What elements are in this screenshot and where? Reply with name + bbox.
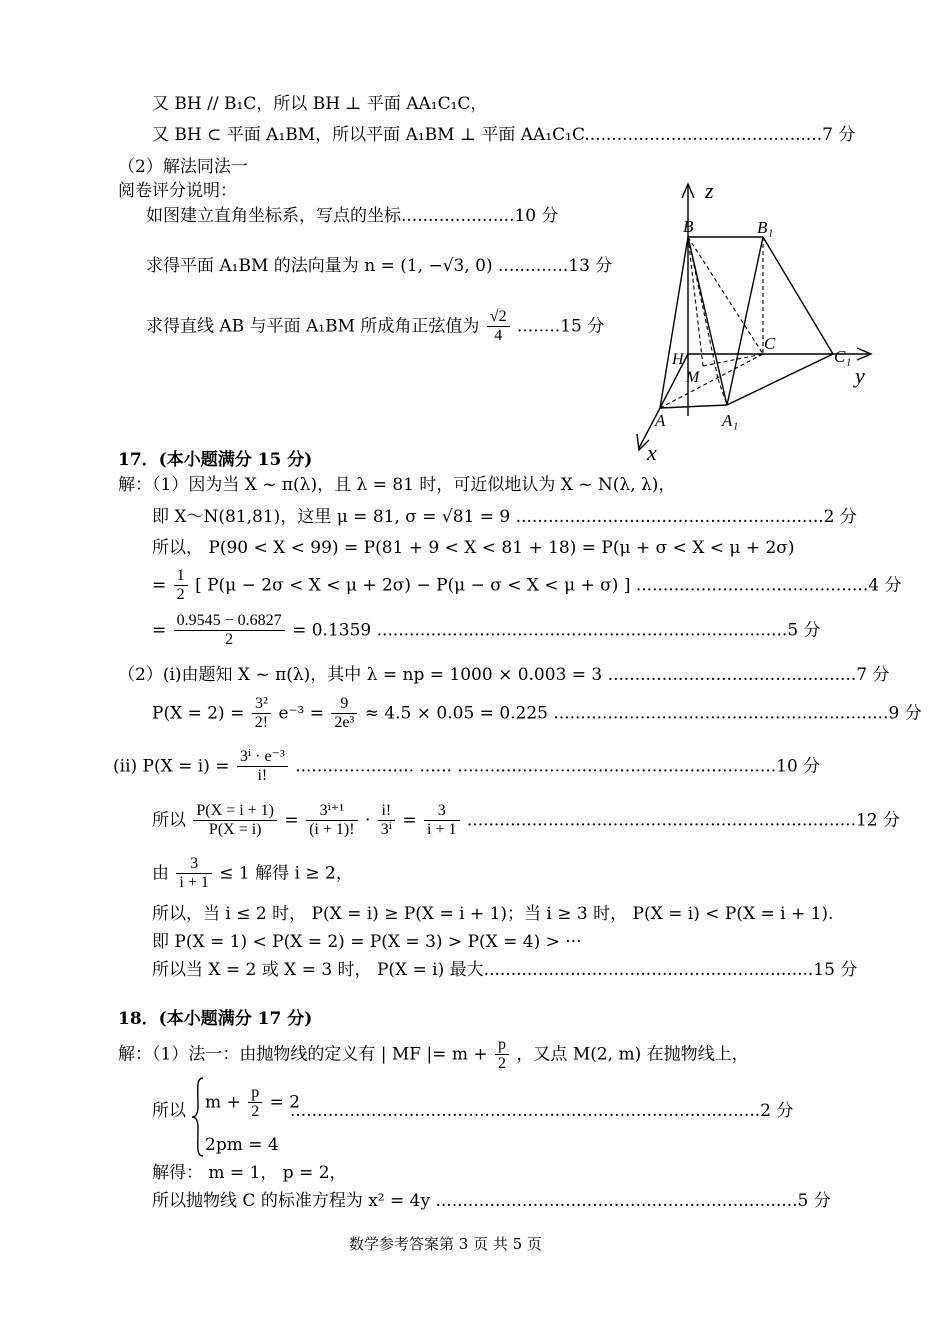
q17-line-2: 即 X～N(81,81)，这里 μ = 81, σ = √81 = 9 .........................................................2 分 — [152, 507, 857, 527]
page-footer: 数学参考答案第 3 页 共 5 页 — [349, 1235, 542, 1253]
q17-line-11: 所以，当 i ≤ 2 时， P(X = i) ≥ P(X = i + 1)；当 i ≥ 3 时， P(X = i) < P(X = i + 1). — [152, 904, 834, 924]
grading-note-heading: 阅卷评分说明： — [118, 181, 237, 201]
axis-x-label: x — [647, 440, 657, 462]
q18-line-3: 解得： m = 1， p = 2， — [152, 1163, 347, 1183]
sine-fraction: $\frac{√2}{4}$ — [487, 308, 510, 346]
axis-z-label: z — [705, 178, 714, 203]
grading-line-13: 求得平面 A₁BM 的法向量为 n = (1, −√3, 0) .............13 分 — [146, 256, 613, 276]
q17-line-12: 即 P(X = 1) < P(X = 2) = P(X = 3) > P(X = 4) > ··· — [152, 932, 582, 952]
q18-title: 18．(本小题满分 17 分) — [118, 1009, 313, 1029]
system-equation-2: 2pm = 4 — [205, 1135, 279, 1155]
system-equation-1: m + $\frac{p}{2}$ = 2 — [205, 1084, 301, 1121]
q17-line-6: （2）(i)由题知 X ~ π(λ)，其中 λ = np = 1000 × 0.003 = 3 ..............................................7 分 — [118, 665, 890, 685]
prism-figure — [625, 176, 885, 462]
q17-line-13: 所以当 X = 2 或 X = 3 时， P(X = i) 最大.............................................................15 分 — [152, 960, 858, 980]
q17-line-9: 所以 $\frac{P(X = i + 1)}{P(X = i)}$ = $\frac{\text{3ⁱ⁺¹}}{(i + 1)!}$ · $\frac{i!}{\text{3ⁱ}}$ = $\frac{3}{i + 1}$ ........................................................................12 分 — [152, 802, 901, 839]
proof-line-1: 又 BH // B₁C，所以 BH ⊥ 平面 AA₁C₁C， — [152, 94, 488, 114]
q18-line-4: 所以抛物线 C 的标准方程为 x² = 4y ...................................................................5 分 — [152, 1191, 831, 1211]
q17-line-8: (ii) P(X = i) = $\frac{\text{3ⁱ · e⁻³}}{i!}$ ...................... ...... ...........................................................10 分 — [113, 748, 821, 785]
q17-line-7: P(X = 2) = $\frac{\text{3²}}{2!}$ e⁻³ = $\frac{9}{\text{2e³}}$ ≈ 4.5 × 0.05 = 0.225 ..............................................................9 分 — [152, 695, 922, 732]
point-b1-label: B₁ — [757, 218, 774, 237]
q17-line-4: = $\frac{1}{2}$ [ P(μ − 2σ < X < μ + 2σ) − P(μ − σ < X < μ + σ) ] ...........................................4 分 — [152, 567, 902, 604]
q17-line-10: 由 $\frac{3}{i + 1}$ ≤ 1 解得 i ≥ 2， — [152, 855, 353, 892]
grading-line-10: 如图建立直角坐标系，写点的坐标.....................10 分 — [146, 206, 559, 226]
axis-y-label: y — [855, 363, 865, 388]
q18-line-2-score: .......................................................................................2 分 — [290, 1101, 794, 1121]
point-c-label: C — [764, 334, 776, 353]
point-m-label: M — [686, 369, 700, 386]
point-a1-label: A₁ — [722, 411, 739, 430]
q17-line-1: 解：（1）因为当 X ~ π(λ)，且 λ = 81 时，可近似地认为 X ~ N(λ, λ)， — [118, 475, 676, 495]
q17-line-5: = $\frac{0.9545 - 0.6827}{2}$ = 0.1359 ............................................................................5 分 — [152, 612, 821, 649]
proof-line-2: 又 BH ⊂ 平面 A₁BM，所以平面 A₁BM ⊥ 平面 AA₁C₁C............................................7 分 — [152, 125, 856, 145]
point-a-label: A — [655, 411, 666, 430]
grading-line-15: 求得直线 AB 与平面 A₁BM 所成角正弦值为 $\frac{√2}{4}$ ........15 分 — [146, 308, 605, 345]
q17-title: 17．(本小题满分 15 分) — [118, 450, 313, 470]
system-brace — [191, 1076, 205, 1158]
part-2-heading: （2）解法同法一 — [118, 157, 248, 177]
q17-line-3: 所以， P(90 < X < 99) = P(81 + 9 < X < 81 + 18) = P(μ + σ < X < μ + 2σ) — [152, 538, 795, 558]
point-b-label: B — [683, 217, 694, 236]
point-h-label: H — [672, 351, 684, 368]
q18-line-2-label: 所以 — [152, 1101, 186, 1121]
q18-line-1: 解：（1）法一：由抛物线的定义有 | MF |= m + $\frac{p}{2}$ ，又点 M(2, m) 在抛物线上， — [118, 1036, 749, 1073]
point-c1-label: C₁ — [834, 347, 852, 366]
